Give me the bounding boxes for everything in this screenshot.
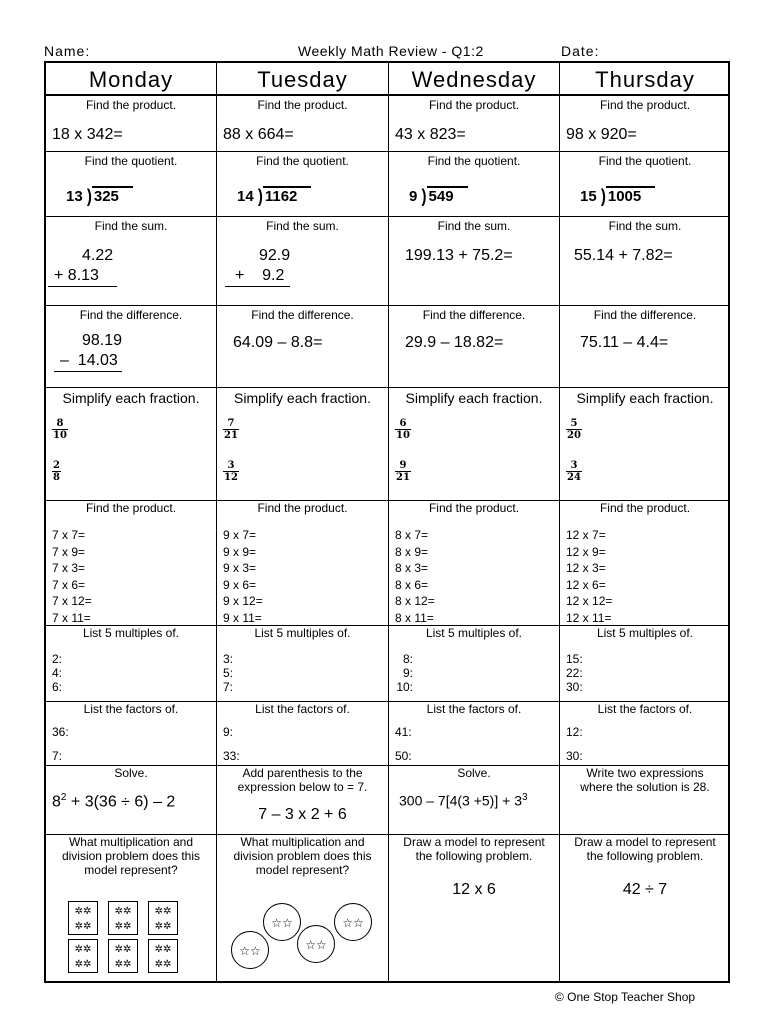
sum-cell-tuesday [217, 217, 388, 305]
facts-cell-thursday [560, 501, 730, 625]
star-group-circle: ☆☆ [263, 903, 301, 941]
solve-cell-thursday [560, 766, 730, 834]
sum-cell-wednesday [389, 217, 559, 305]
multiple-item: 6: [52, 680, 63, 694]
star-box: ✲✲ ✲✲ [148, 901, 178, 935]
instruction: Find the quotient. [84, 154, 178, 168]
fact: 7 x 11= [52, 610, 91, 625]
quotient-cell-monday [46, 152, 216, 216]
multiple-item: 15: [566, 652, 583, 666]
star-box: ✲✲ ✲✲ [68, 939, 98, 973]
denominator: 10 [53, 430, 67, 441]
instruction: Draw a model to represent the following problem. [574, 835, 716, 863]
product-cell-monday [46, 96, 216, 151]
long-division: 15 ) 1005 [580, 186, 655, 205]
subtrahend: – 14.03 [54, 351, 122, 372]
factors-cell-thursday [560, 702, 730, 765]
divisor: 15 [580, 188, 597, 205]
fact: 12 x 7= [566, 528, 606, 542]
multiples-list [52, 652, 62, 694]
multiples-cell-monday [46, 626, 216, 701]
multiples-list [566, 652, 583, 694]
instruction: Simplify each fraction. [576, 390, 714, 406]
instruction: Find the quotient. [256, 154, 349, 168]
denominator: 24 [567, 472, 581, 483]
exponent: 2 [60, 792, 67, 803]
model-cell-tuesday [217, 835, 388, 983]
instruction: Find the difference. [422, 308, 526, 322]
fact: 12 x 9= [566, 544, 606, 559]
instruction: Find the quotient. [427, 154, 521, 168]
difference-cell-tuesday [217, 306, 388, 387]
copyright-footer: © One Stop Teacher Shop [555, 990, 696, 1004]
product-cell-thursday [560, 96, 730, 151]
problem: 75.11 – 4.4= [580, 334, 669, 351]
problem: 98 x 920= [566, 126, 637, 143]
divisor: 9 [409, 188, 418, 205]
day-header-wednesday: Wednesday [411, 67, 537, 92]
numerator: 5 [570, 418, 578, 429]
day-header-monday: Monday [88, 67, 174, 92]
instruction: List the factors of. [83, 702, 179, 716]
instruction: List 5 multiples of. [254, 626, 351, 640]
addend-bottom: + 8.13 [48, 266, 117, 287]
instruction: What multiplication and division problem does this model represent? [61, 835, 201, 877]
name-label: Name: [44, 43, 91, 59]
addend-top: 4.22 [82, 247, 114, 264]
factor-item: 9: [223, 725, 234, 739]
dividend: 1162 [263, 186, 312, 205]
numerator: 3 [570, 460, 578, 471]
fact: 9 x 6= [223, 577, 257, 592]
instruction: Find the product. [85, 98, 177, 112]
instruction: Add parenthesis to the expression below to = 7. [237, 766, 368, 794]
instruction: Find the product. [257, 98, 348, 112]
fraction [223, 460, 239, 483]
multiples-cell-tuesday [217, 626, 388, 701]
fact: 12 x 6= [566, 577, 606, 592]
fact-list [223, 527, 263, 625]
instruction: Find the sum. [608, 219, 682, 233]
addend-bottom: + 9.2 [225, 266, 290, 287]
date-label: Date: [561, 43, 600, 59]
fact: 8 x 9= [395, 544, 429, 559]
instruction: Find the product. [599, 501, 691, 515]
multiple-item: 30: [566, 680, 583, 694]
instruction: List the factors of. [426, 702, 522, 716]
multiple-item: 22: [566, 666, 583, 680]
model-cell-thursday [560, 835, 730, 983]
factor-item: 30: [566, 749, 583, 763]
long-division: 9 ) 549 [409, 186, 468, 205]
instruction: Find the difference. [79, 308, 183, 322]
multiples-cell-thursday [560, 626, 730, 701]
simplify-cell-tuesday [217, 388, 388, 500]
simplify-cell-monday [46, 388, 216, 500]
vertical-addition [225, 246, 290, 287]
denominator: 10 [396, 430, 410, 441]
difference-cell-monday [46, 306, 216, 387]
numerator: 3 [227, 460, 235, 471]
numerator: 9 [399, 460, 407, 471]
star-box: ✲✲ ✲✲ [108, 901, 138, 935]
fact: 8 x 7= [395, 528, 429, 542]
star-box: ✲✲ ✲✲ [68, 901, 98, 935]
model-cell-monday [46, 835, 216, 983]
fact-list [566, 527, 612, 625]
instruction: Simplify each fraction. [234, 390, 371, 406]
fraction [52, 418, 68, 441]
worksheet-grid [44, 61, 730, 983]
multiples-list [395, 652, 413, 694]
fact: 8 x 3= [395, 561, 429, 575]
facts-cell-tuesday [217, 501, 388, 625]
difference-cell-wednesday [389, 306, 559, 387]
problem: 12 x 6 [452, 881, 496, 898]
instruction: List 5 multiples of. [82, 626, 180, 640]
quotient-cell-wednesday [389, 152, 559, 216]
factor-item: 41: [395, 725, 412, 739]
expression-rest: + 3(36 ÷ 6) – 2 [66, 793, 176, 811]
fact: 7 x 9= [52, 544, 86, 559]
multiples-cell-wednesday [389, 626, 559, 701]
fact: 9 x 3= [223, 561, 257, 575]
factors-cell-tuesday [217, 702, 388, 765]
minuend: 98.19 [82, 332, 123, 349]
instruction: Find the product. [85, 501, 177, 515]
fact: 9 x 11= [223, 610, 262, 625]
instruction: What multiplication and division problem does this model represent? [233, 835, 372, 877]
day-header-thursday: Thursday [595, 67, 695, 92]
fact: 9 x 7= [223, 528, 257, 542]
long-division: 13 ) 325 [66, 186, 133, 205]
vertical-addition [54, 246, 117, 287]
instruction: Find the difference. [251, 308, 354, 322]
fact-list [52, 527, 92, 625]
numerator: 8 [56, 418, 64, 429]
simplify-cell-thursday [560, 388, 730, 500]
fact: 12 x 12= [566, 594, 613, 608]
factor-item: 36: [52, 725, 69, 739]
quotient-cell-tuesday [217, 152, 388, 216]
worksheet-title: Weekly Math Review - Q1:2 [298, 43, 484, 59]
problem: 18 x 342= [52, 126, 123, 143]
denominator: 20 [567, 430, 581, 441]
instruction: Simplify each fraction. [62, 390, 200, 406]
fact: 9 x 9= [223, 544, 257, 559]
factors-cell-wednesday [389, 702, 559, 765]
problem: 88 x 664= [223, 126, 294, 143]
instruction: Draw a model to represent the following problem. [403, 835, 545, 863]
instruction: Solve. [457, 766, 491, 780]
instruction: Simplify each fraction. [405, 390, 543, 406]
expression [52, 792, 175, 811]
fact: 7 x 7= [52, 528, 86, 542]
fact: 7 x 12= [52, 594, 92, 608]
instruction: Write two expressions where the solution is 28. [580, 766, 710, 794]
instruction: Find the difference. [593, 308, 697, 322]
factor-item: 7: [52, 749, 63, 763]
star-group-circle: ☆☆ [297, 925, 335, 963]
numerator: 6 [399, 418, 407, 429]
problem: 55.14 + 7.82= [574, 247, 673, 264]
instruction: Solve. [114, 766, 148, 780]
denominator: 21 [224, 430, 238, 441]
instruction: Find the product. [257, 501, 348, 515]
problem: 43 x 823= [395, 126, 466, 143]
expression [399, 792, 528, 809]
solve-cell-wednesday [389, 766, 559, 834]
fact: 12 x 3= [566, 561, 606, 575]
fraction [566, 418, 582, 441]
facts-cell-wednesday [389, 501, 559, 625]
fact: 8 x 11= [395, 610, 434, 625]
difference-cell-thursday [560, 306, 730, 387]
factor-item: 33: [223, 749, 240, 763]
denominator: 21 [396, 472, 410, 483]
denominator: 8 [53, 472, 60, 483]
fraction [395, 418, 411, 441]
fact: 9 x 12= [223, 594, 263, 608]
factor-item: 12: [566, 725, 583, 739]
multiple-item: 7: [223, 680, 234, 694]
problem: 199.13 + 75.2= [405, 247, 513, 264]
divisor: 13 [66, 188, 83, 205]
product-cell-wednesday [389, 96, 559, 151]
problem: 64.09 – 8.8= [233, 334, 323, 351]
fraction [52, 460, 61, 483]
star-group-circle: ☆☆ [231, 931, 269, 969]
numerator: 2 [53, 460, 60, 471]
facts-cell-monday [46, 501, 216, 625]
instruction: Find the product. [599, 98, 691, 112]
multiple-item: 8: [402, 652, 413, 666]
numerator: 7 [227, 418, 235, 429]
dividend: 1005 [606, 186, 655, 205]
instruction: Find the sum. [266, 219, 339, 233]
fraction [223, 418, 239, 441]
denominator: 12 [224, 472, 238, 483]
instruction: Find the sum. [437, 219, 511, 233]
star-group-circle: ☆☆ [334, 903, 372, 941]
long-division: 14 ) 1162 [237, 186, 311, 205]
fraction [395, 460, 411, 483]
expression-body: 300 – 7[4(3 +5)] + 3 [399, 792, 522, 809]
multiple-item: 3: [223, 652, 234, 666]
fact: 7 x 3= [52, 561, 86, 575]
multiple-item: 9: [402, 666, 413, 680]
factor-item: 50: [395, 749, 412, 763]
multiple-item: 4: [52, 666, 63, 680]
solve-cell-monday [46, 766, 216, 834]
fraction [566, 460, 582, 483]
quotient-cell-thursday [560, 152, 730, 216]
fact-list [395, 527, 435, 625]
simplify-cell-wednesday [389, 388, 559, 500]
exponent: 3 [521, 792, 528, 803]
instruction: List the factors of. [597, 702, 693, 716]
instruction: Find the product. [428, 98, 520, 112]
dividend: 325 [92, 186, 133, 205]
vertical-subtraction [54, 331, 122, 372]
star-box: ✲✲ ✲✲ [108, 939, 138, 973]
model-cell-wednesday [389, 835, 559, 983]
instruction: Find the sum. [94, 219, 168, 233]
multiple-item: 5: [223, 666, 234, 680]
sum-cell-thursday [560, 217, 730, 305]
problem: 29.9 – 18.82= [405, 334, 504, 351]
fact: 12 x 11= [566, 610, 612, 625]
factors-cell-monday [46, 702, 216, 765]
instruction: List 5 multiples of. [596, 626, 694, 640]
fact: 7 x 6= [52, 577, 86, 592]
problem: 42 ÷ 7 [622, 881, 668, 898]
fact: 8 x 12= [395, 594, 435, 608]
expression: 7 – 3 x 2 + 6 [258, 806, 347, 823]
instruction: Find the product. [428, 501, 520, 515]
instruction: List the factors of. [255, 702, 350, 716]
day-header-tuesday: Tuesday [257, 67, 348, 92]
multiple-item: 2: [52, 652, 63, 666]
product-cell-tuesday [217, 96, 388, 151]
star-box: ✲✲ ✲✲ [148, 939, 178, 973]
solve-cell-tuesday [217, 766, 388, 834]
sum-cell-monday [46, 217, 216, 305]
multiples-list [223, 652, 233, 694]
multiple-item: 10: [396, 680, 413, 694]
fact: 8 x 6= [395, 577, 429, 592]
addend-top: 92.9 [259, 247, 291, 264]
dividend: 549 [427, 186, 468, 205]
instruction: List 5 multiples of. [425, 626, 523, 640]
base: 8 [52, 793, 61, 811]
instruction: Find the quotient. [598, 154, 692, 168]
divisor: 14 [237, 188, 254, 205]
